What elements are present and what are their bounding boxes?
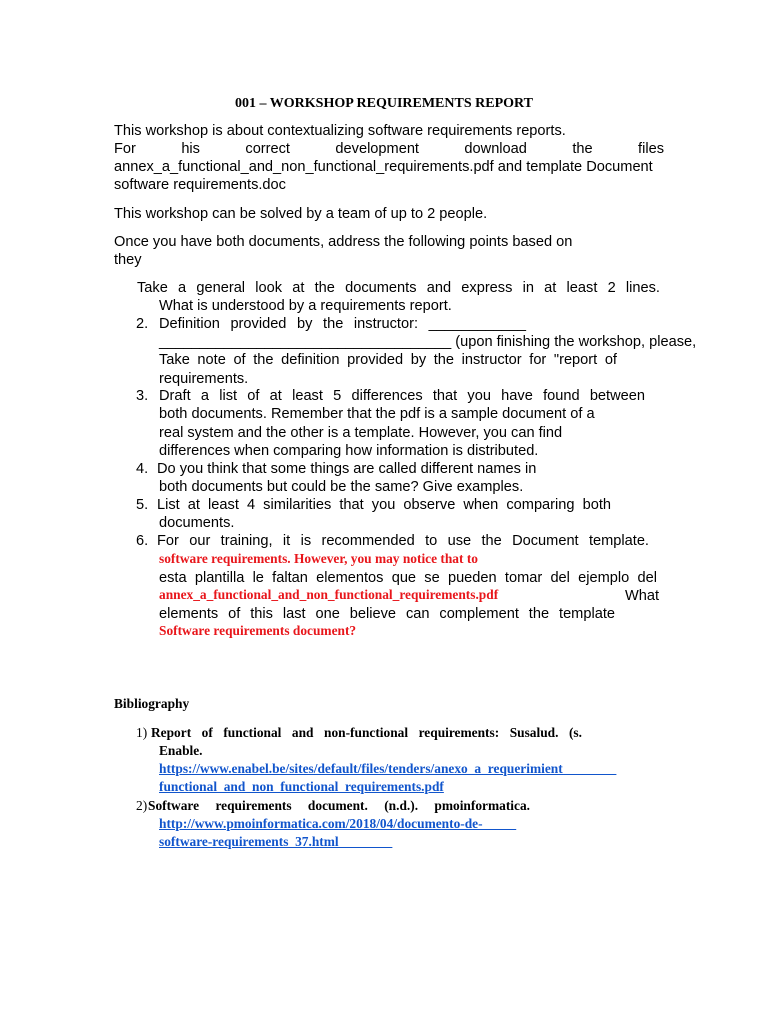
team-paragraph: This workshop can be solved by a team of up to 2 people. — [114, 206, 488, 222]
bib-2-link-line-2[interactable]: software-requirements_37.html________ — [159, 834, 393, 849]
item-2-line-4: requirements. — [159, 371, 249, 387]
item-2-number: 2. — [136, 316, 149, 332]
once-line-1: Once you have both documents, address the following points based on — [114, 234, 573, 250]
item-3-line-4: differences when comparing how information is distributed. — [159, 443, 539, 459]
item-3-line-3: real system and the other is a template. However, you can find — [159, 425, 563, 441]
intro-word: development — [335, 141, 419, 157]
item-6-what: What — [625, 588, 660, 604]
bib-1-number: 1) — [136, 725, 148, 740]
item-4-line-1: Do you think that some things are called different names in — [157, 461, 537, 477]
bib-2-line-1: Software requirements document. (n.d.). pmoinformatica. — [148, 798, 530, 813]
item-3-number: 3. — [136, 388, 149, 404]
intro-line-2 — [114, 140, 664, 158]
item-3-line-2: both documents. Remember that the pdf is a sample document of a — [159, 406, 595, 422]
item-5-line-1: List at least 4 similarities that you observe when comparing both — [157, 497, 611, 513]
bib-2-link-line-1[interactable]: http://www.pmoinformatica.com/2018/04/documento-de-_____ — [159, 816, 517, 831]
item-6-line-5: elements of this last one believe can complement the template — [159, 606, 615, 622]
item-6-number: 6. — [136, 533, 149, 549]
bib-1-line-2: Enable. — [159, 743, 203, 758]
intro-word: correct — [245, 141, 290, 157]
intro-word: download — [464, 141, 527, 157]
item-6-line-1: For our training, it is recommended to use the Document template. — [157, 533, 649, 549]
item-2-line-2: ____________________________________ (upon finishing the workshop, please, — [159, 334, 697, 350]
intro-word: files — [638, 141, 664, 157]
document-title: 001 – WORKSHOP REQUIREMENTS REPORT — [235, 96, 533, 111]
intro-word: For — [114, 141, 136, 157]
bib-1-link-line-1[interactable]: https://www.enabel.be/sites/default/files/tenders/anexo_a_requerimient________ — [159, 761, 617, 776]
item-6-red-line-3: Software requirements document? — [159, 623, 357, 638]
item-1-line-2: What is understood by a requirements report. — [159, 298, 452, 314]
item-6-red-line-1: software requirements. However, you may notice that to — [159, 551, 478, 566]
item-4-number: 4. — [136, 461, 149, 477]
intro-word: the — [572, 141, 593, 157]
item-5-number: 5. — [136, 497, 149, 513]
item-3-line-1: Draft a list of at least 5 differences that you have found between — [159, 388, 645, 404]
item-6-red-line-2: annex_a_functional_and_non_functional_requirements.pdf — [159, 587, 499, 602]
intro-word: his — [181, 141, 200, 157]
once-line-2: they — [114, 252, 142, 268]
intro-line-1: This workshop is about contextualizing software requirements reports. — [114, 123, 566, 139]
item-2-line-3: Take note of the definition provided by the instructor for "report of — [159, 352, 617, 368]
intro-line-4: software requirements.doc — [114, 177, 286, 193]
item-6-line-3: esta plantilla le faltan elementos que se pueden tomar del ejemplo del — [159, 570, 657, 586]
bib-1-line-1: Report of functional and non-functional requirements: Susalud. (s. — [151, 725, 582, 740]
bib-2-number: 2) — [136, 798, 148, 813]
item-1-line-1: Take a general look at the documents and express in at least 2 lines. — [137, 280, 660, 296]
item-4-line-2: both documents but could be the same? Give examples. — [159, 479, 524, 495]
bib-1-link-line-2[interactable]: functional_and_non_functional_requirements.pdf — [159, 779, 444, 794]
bibliography-heading: Bibliography — [114, 696, 190, 711]
item-5-line-2: documents. — [159, 515, 235, 531]
intro-line-3: annex_a_functional_and_non_functional_requirements.pdf and template Document — [114, 159, 653, 175]
item-2-line-1: Definition provided by the instructor: ____________ — [159, 316, 526, 332]
